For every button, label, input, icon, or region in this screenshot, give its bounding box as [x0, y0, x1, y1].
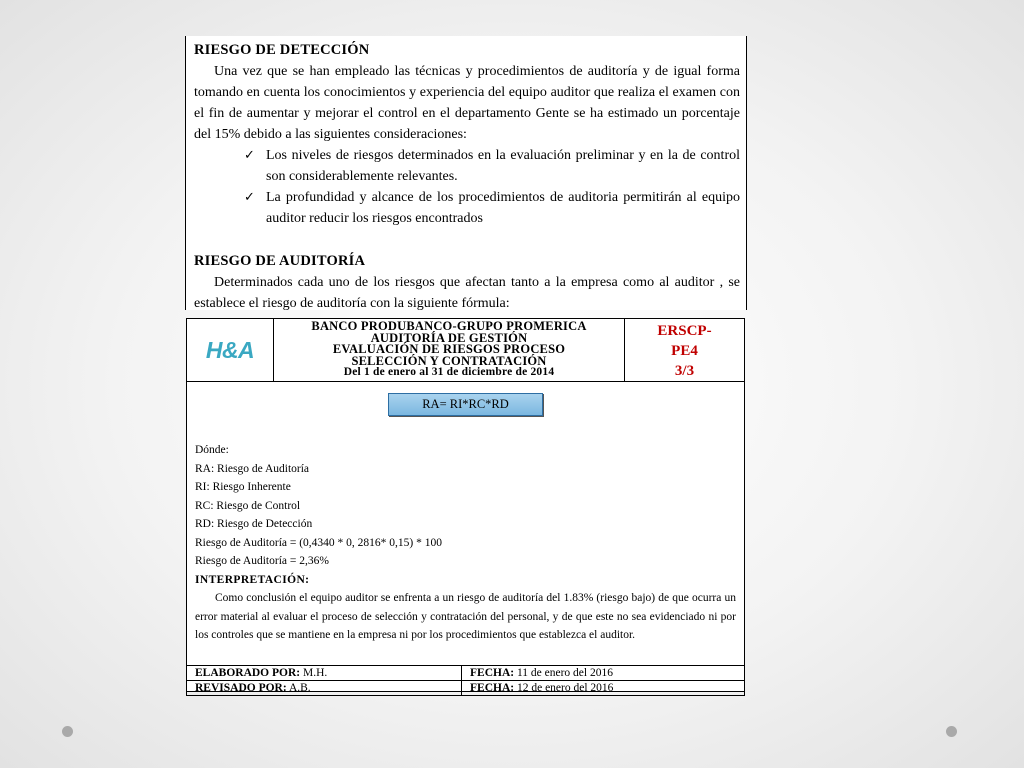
definition-rc: RC: Riesgo de Control — [195, 499, 301, 512]
reviewed-value: A.B. — [288, 681, 311, 694]
slide-bullet-right — [946, 726, 957, 737]
consideration-text: Los niveles de riesgos determinados en la evaluación preliminar y en la de control son considerablemente relevantes. — [266, 148, 740, 184]
sheet-title — [274, 319, 625, 381]
prepared-label: ELABORADO POR: — [195, 666, 301, 679]
title-line: SELECCIÓN Y CONTRATACIÓN — [351, 353, 547, 368]
period: Del 1 de enero al 31 de diciembre de 2014 — [343, 366, 555, 378]
reviewed-label: REVISADO POR: — [195, 681, 287, 694]
document-excerpt — [185, 36, 747, 310]
table-row — [187, 666, 745, 681]
consideration-text: La profundidad y alcance de los procedimientos de auditoria permitirán al equipo auditor reducir los riesgos encontrados — [266, 190, 740, 226]
checkmark-icon: ✓ — [244, 148, 255, 163]
reviewed-date-value: 12 de enero del 2016 — [516, 681, 614, 694]
definition-rd: RD: Riesgo de Detección — [195, 518, 313, 530]
sheet-body — [187, 426, 744, 645]
formula-box: RA= RI*RC*RD — [388, 393, 543, 416]
checkmark-icon: ✓ — [244, 190, 255, 205]
audit-risk-paragraph: Determinados cada uno de los riesgos que afectan tanto a la empresa como al auditor , se establece el riesgo de auditoría con la siguiente fórmula: — [194, 275, 740, 311]
code-line: 3/3 — [674, 363, 695, 379]
audit-risk-heading: RIESGO DE AUDITORÍA — [194, 253, 366, 269]
interpretation-text: Como conclusión el equipo auditor se enfrenta a un riesgo de auditoría del 1.83% (riesgo bajo) de que ocurra un error material al evaluar el proceso de selección y contratación del personal, y de que este no sea evidenciado ni por los controles que se mantiene en la empresa ni por los procedimientos que establezca el auditor. — [195, 592, 736, 641]
title-line: AUDITORÍA DE GESTIÓN — [370, 330, 528, 345]
calculation: Riesgo de Auditoría = (0,4340 * 0, 2816* 0,15) * 100 — [195, 536, 443, 549]
interpretation-heading: INTERPRETACIÓN: — [195, 573, 310, 586]
code-line: ERSCP- — [657, 323, 712, 339]
title-line: EVALUACIÓN DE RIESGOS PROCESO — [332, 342, 566, 356]
list-item — [244, 187, 740, 229]
reference-code — [625, 319, 744, 381]
audit-working-paper — [186, 318, 745, 692]
signoff-table — [186, 665, 745, 696]
prepared-date-label: FECHA: — [470, 666, 515, 679]
slide-bullet-left — [62, 726, 73, 737]
definition-ra: RA: Riesgo de Auditoría — [195, 462, 310, 475]
detection-risk-paragraph: Una vez que se han empleado las técnicas y procedimientos de auditoría y de igual forma tomando en cuenta los conocimientos y experiencia del equipo auditor que realiza el examen con el fin de aumentar y mejorar el control en el departamento Gente se ha estimado un porcentaje del 15% debido a las siguientes consideraciones: — [194, 64, 740, 142]
code-line: PE4 — [671, 343, 698, 359]
logo — [187, 319, 274, 381]
prepared-date-value: 11 de enero del 2016 — [516, 666, 613, 679]
title-line: BANCO PRODUBANCO-GRUPO PROMERICA — [311, 319, 587, 333]
table-row — [187, 681, 745, 696]
sheet-header — [187, 319, 744, 382]
logo-text: H&A — [205, 336, 255, 363]
detection-risk-heading: RIESGO DE DETECCIÓN — [194, 42, 370, 58]
considerations-list — [194, 145, 740, 229]
where-label: Dónde: — [195, 444, 229, 456]
prepared-value: M.H. — [302, 666, 328, 679]
reviewed-date-label: FECHA: — [470, 681, 515, 694]
list-item — [244, 145, 740, 187]
definition-ri: RI: Riesgo Inherente — [195, 481, 291, 493]
result: Riesgo de Auditoría = 2,36% — [195, 555, 329, 567]
